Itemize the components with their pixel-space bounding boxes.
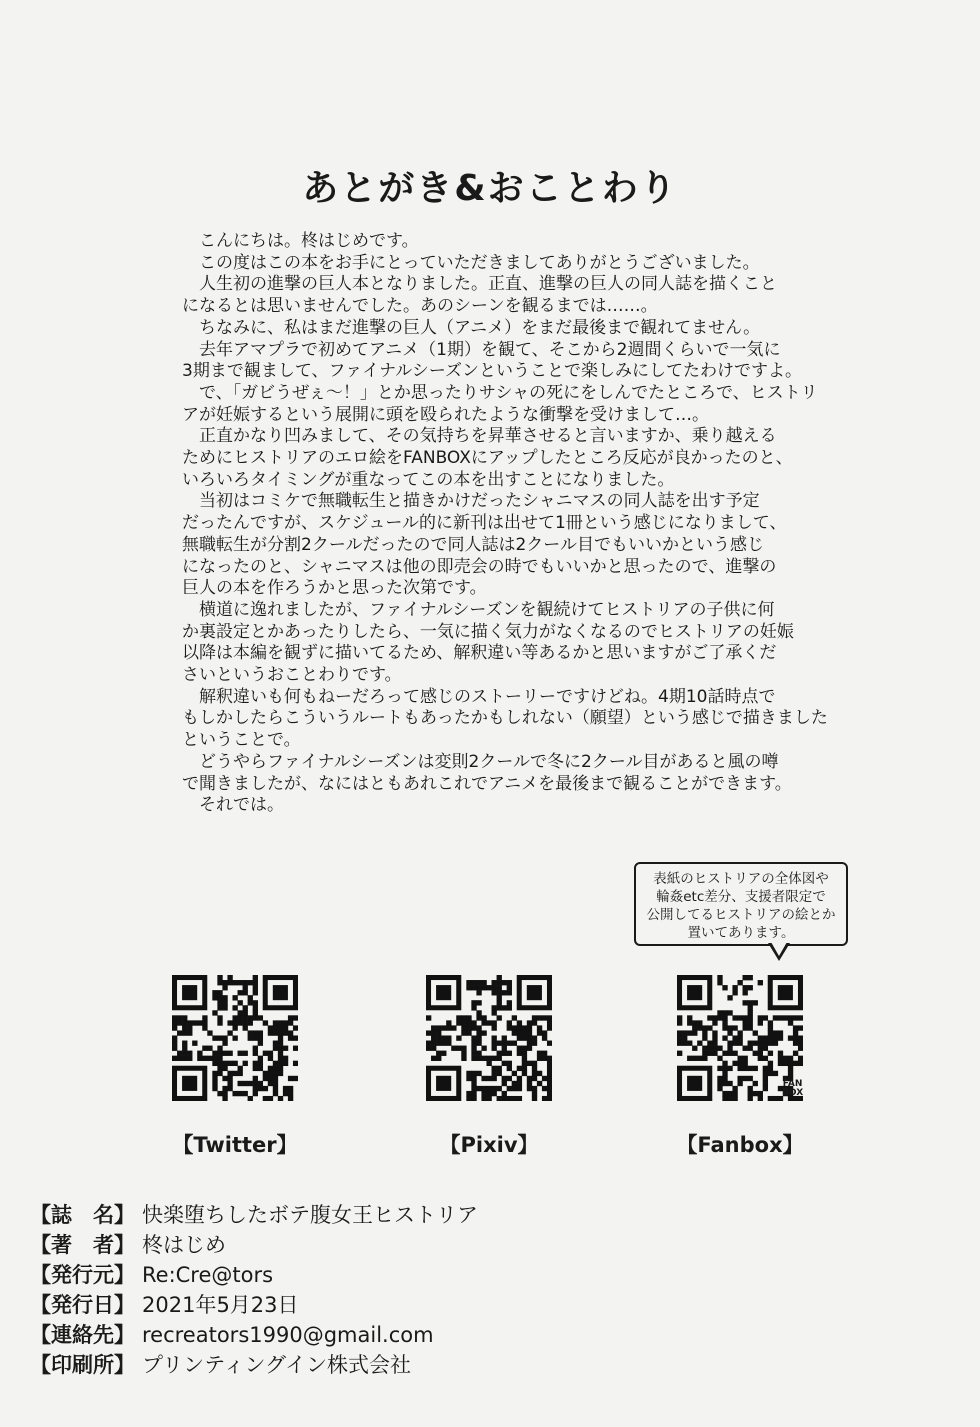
page-title: あとがき&おことわり <box>302 168 678 209</box>
body-line: 正直かなり凹みまして、その気持ちを昇華させると言いますか、乗り越える <box>199 426 777 447</box>
body-line: どうやらファイナルシーズンは変則2クールで冬に2クール目があると風の噂 <box>199 751 779 772</box>
qr-label-fanbox: 【Fanbox】 <box>676 1133 804 1157</box>
fanbox-logo-icon <box>782 1080 803 1098</box>
speech-bubble-tail <box>768 943 790 961</box>
body-line: 以降は本編を観ずに描いてるため、解釈違い等あるかと思いますがご了承くだ <box>182 643 777 664</box>
colophon-key: 【発行日】 <box>30 1293 135 1317</box>
body-line: 人生初の進撃の巨人本となりました。正直、進撃の巨人の同人誌を描くこと <box>199 274 777 295</box>
qr-twitter[interactable] <box>170 975 300 1159</box>
bubble-line: 表紙のヒストリアの全体図や <box>653 871 829 887</box>
body-line: で聞きましたが、なにはともあれこれでアニメを最後まで観ることができます。 <box>182 773 792 794</box>
body-line: 無職転生が分割2クールだったので同人誌は2クール目でもいいかという感じ <box>182 534 764 555</box>
pixiv-qr-code-icon[interactable] <box>426 975 552 1101</box>
colophon-key: 【誌 名】 <box>30 1203 135 1227</box>
body-line: か裏設定とかあったりしたら、一気に描く気力がなくなるのでヒストリアの妊娠 <box>182 621 794 642</box>
colophon-row-title <box>30 1200 478 1230</box>
colophon-value: 柊はじめ <box>142 1233 226 1257</box>
body-line: ということで。 <box>182 730 301 751</box>
body-line: で、「ガビうぜぇ～！」とか思ったりサシャの死にをしんでたところで、ヒストリ <box>199 382 818 403</box>
colophon-key: 【著 者】 <box>30 1233 135 1257</box>
body-line: ためにヒストリアのエロ絵をFANBOXにアップしたところ反応が良かったのと、 <box>182 448 793 469</box>
twitter-qr-code-icon[interactable] <box>172 975 298 1101</box>
colophon-value: Re:Cre@tors <box>142 1263 274 1287</box>
colophon-value: 2021年5月23日 <box>142 1293 299 1317</box>
bubble-line: 置いてあります。 <box>687 925 795 941</box>
colophon-row-printer <box>30 1350 478 1380</box>
body-line: 横道に逸れましたが、ファイナルシーズンを観続けてヒストリアの子供に何 <box>199 599 775 620</box>
body-line: こんにちは。柊はじめです。 <box>199 231 419 251</box>
afterword-body <box>182 231 828 817</box>
qr-label-pixiv: 【Pixiv】 <box>439 1133 539 1157</box>
speech-bubble <box>634 862 848 946</box>
fanbox-logo-text: BOX <box>782 1088 804 1098</box>
qr-label-twitter: 【Twitter】 <box>172 1133 298 1157</box>
body-line: さいというおことわりです。 <box>182 665 402 686</box>
body-line: 解釈違いも何もねーだろって感じのストーリーですけどね。4期10話時点で <box>199 686 776 707</box>
colophon-key: 【発行元】 <box>30 1263 135 1287</box>
body-line: いろいろタイミングが重なってこの本を出すことになりました。 <box>182 469 675 490</box>
colophon-value[interactable]: recreators1990@gmail.com <box>142 1323 434 1347</box>
colophon-row-contact <box>30 1320 478 1350</box>
body-line: もしかしたらこういうルートもあったかもしれない（願望）という感じで描きました <box>182 708 828 729</box>
qr-fanbox[interactable] <box>675 975 805 1159</box>
body-line: アが妊娠するという展開に頭を殴られたような衝撃を受けまして…。 <box>182 404 709 425</box>
body-line: 巨人の本を作ろうかと思った次第です。 <box>182 578 487 599</box>
colophon-row-date <box>30 1290 478 1320</box>
colophon <box>30 1200 478 1380</box>
body-line: 当初はコミケで無職転生と描きかけだったシャニマスの同人誌を出す予定 <box>199 491 760 512</box>
body-line: ちなみに、私はまだ進撃の巨人（アニメ）をまだ最後まで観れてません。 <box>199 317 761 338</box>
body-line: 3期まで観まして、ファイナルシーズンということで楽しみにしてたわけですよ。 <box>182 361 803 382</box>
colophon-key: 【連絡先】 <box>30 1323 135 1347</box>
body-line: それでは。 <box>199 795 284 816</box>
qr-pixiv[interactable] <box>424 975 554 1159</box>
colophon-value: プリンティングイン株式会社 <box>142 1353 412 1377</box>
colophon-row-author <box>30 1230 478 1260</box>
body-line: になったのと、シャニマスは他の即売会の時でもいいかと思ったので、進撃の <box>182 556 777 577</box>
body-line: 去年アマプラで初めてアニメ（1期）を観て、そこから2週間くらいで一気に <box>199 339 781 360</box>
body-line: この度はこの本をお手にとっていただきましてありがとうございました。 <box>199 252 760 273</box>
fanbox-logo-text: FAN <box>782 1079 803 1089</box>
bubble-line: 輪姦etc差分、支援者限定で <box>656 889 826 905</box>
body-line: になるとは思いませんでした。あのシーンを観るまでは……。 <box>182 296 658 317</box>
bubble-line: 公開してるヒストリアの絵とか <box>646 907 836 923</box>
colophon-row-publisher <box>30 1260 478 1290</box>
colophon-value: 快楽堕ちしたボテ腹女王ヒストリア <box>142 1203 478 1227</box>
colophon-key: 【印刷所】 <box>30 1353 135 1377</box>
body-line: だったんですが、スケジュール的に新刊は出せて1冊という感じになりまして、 <box>182 513 787 534</box>
